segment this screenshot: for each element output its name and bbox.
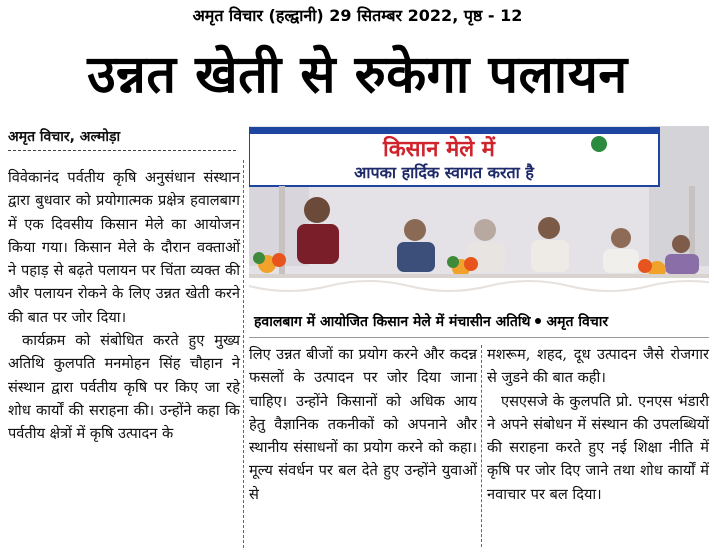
- column-divider: [243, 160, 244, 548]
- article-paragraph: मशरूम, शहद, दूध उत्पादन जैसे रोजगार से जुडने की बात कही।: [487, 346, 709, 387]
- event-photo: [249, 126, 709, 308]
- caption-divider: [249, 337, 709, 338]
- column-divider: [481, 345, 482, 547]
- caption-bullet: [535, 318, 541, 324]
- banner-main-text: किसान मेले में: [383, 137, 495, 162]
- banner-sub-text: आपका हार्दिक स्वागत करता है: [354, 163, 534, 182]
- headline: उन्नत खेती से रुकेगा पलायन: [87, 45, 628, 105]
- article-paragraph: कार्यक्रम को संबोधित करते हुए मुख्य अतिथि कुलपति मनमोहन सिंह चौहान ने संस्थान द्वारा पर्वतीय कृषि पर किए जा रहे शोध कार्यों की सराहना की। उन्होंने कहा कि पर्वतीय क्षेत्रों में कृषि उत्पादन के: [8, 332, 240, 443]
- article-column-2: [249, 343, 477, 506]
- byline: अमृत विचार, अल्मोड़ा: [8, 129, 121, 145]
- caption-text: हवालबाग में आयोजित किसान मेले में मंचासीन अतिथि: [254, 314, 531, 330]
- byline-divider: [8, 150, 236, 151]
- article-paragraph: विवेकानंद पर्वतीय कृषि अनुसंधान संस्थान द्वारा बुधवार को प्रयोगात्मक प्रक्षेत्र हवालबाग में एक दिवसीय किसान मेले का आयोजन किया गया। किसान मेले के दौरान वक्ताओं ने पहाड़ से बढ़ते पलायन पर चिंता व्यक्त की और पलायन रोकने के लिए उन्नत खेती करने की बात पर जोर दिया।: [8, 169, 240, 326]
- article-column-3: [487, 343, 709, 506]
- caption-credit: अमृत विचार: [546, 314, 609, 330]
- photo-caption: [254, 312, 709, 331]
- masthead-dateline: अमृत विचार (हल्द्वानी) 29 सितम्बर 2022, पृष्ठ - 12: [192, 6, 523, 25]
- article-paragraph: लिए उन्नत बीजों का प्रयोग करने और कदन्न फसलों के उत्पादन पर जोर दिया जाना चाहिए। उन्होंने किसानों को अधिक आय हेतु वैज्ञानिक तकनीकों को अपनाने और स्थानीय संसाधनों का प्रयोग करने को कहा। मूल्य संवर्धन पर बल देते हुए उन्होंने युवाओं से: [249, 346, 477, 503]
- article-paragraph: एसएसजे के कुलपति प्रो. एनएस भंडारी ने अपने संबोधन में संस्थान की उपलब्धियों की सराहना करते हुए नई शिक्षा नीति में कृषि पर जोर दिए जाने तथा शोध कार्यों में नवाचार पर बल दिया।: [487, 392, 709, 503]
- article-column-1: [8, 166, 240, 446]
